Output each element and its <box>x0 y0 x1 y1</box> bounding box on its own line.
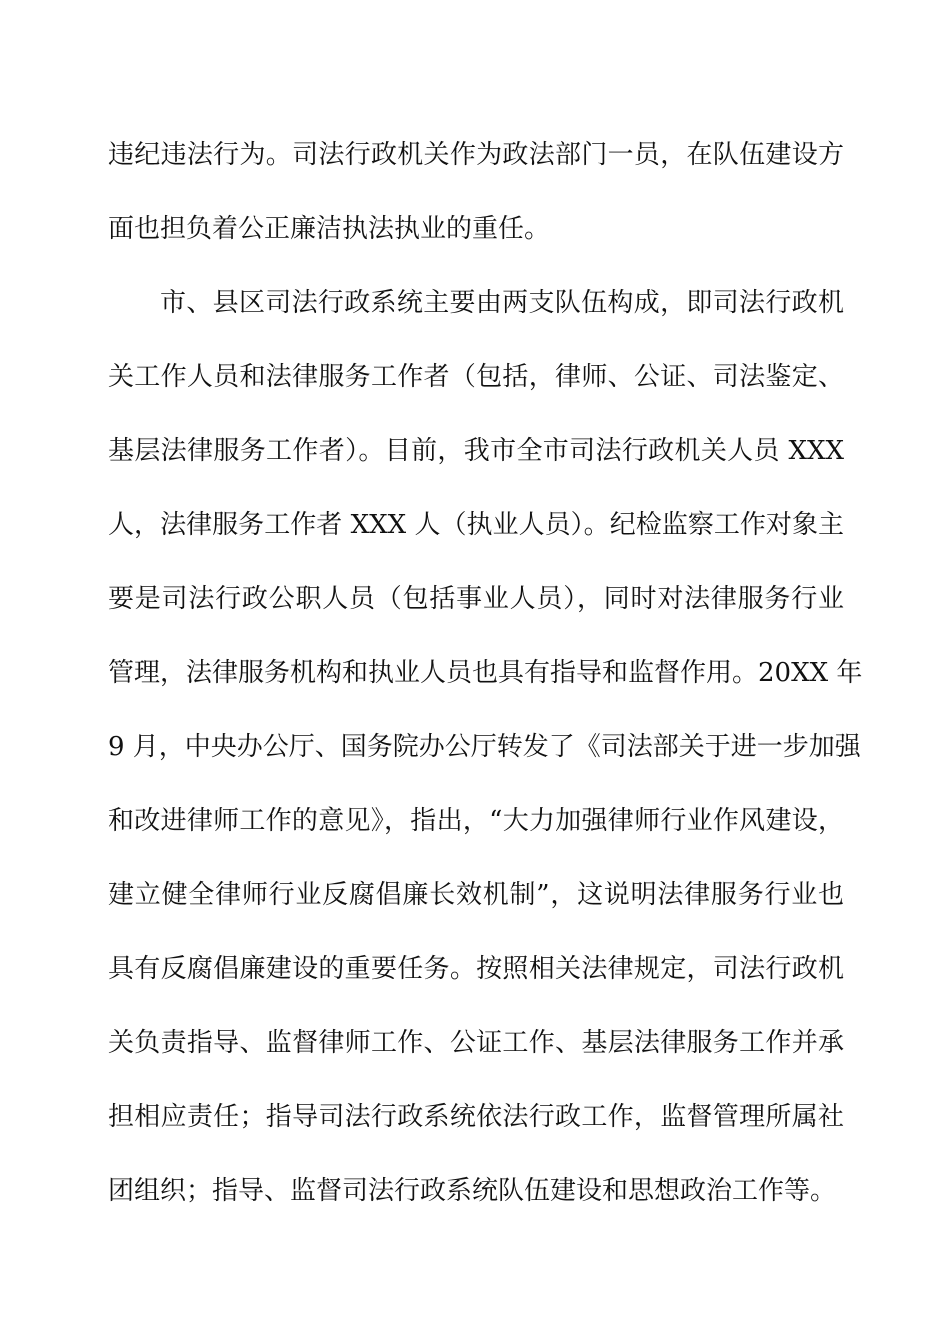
text-line: 关工作人员和法律服务工作者（包括，律师、公证、司法鉴定、 <box>108 362 844 392</box>
text-line: 和改进律师工作的意见》，指出，“大力加强律师行业作风建设， <box>108 806 844 836</box>
text-line: 市、县区司法行政系统主要由两支队伍构成，即司法行政机 <box>160 288 844 318</box>
text-line: 团组织；指导、监督司法行政系统队伍建设和思想政治工作等。 <box>108 1176 837 1206</box>
text-line: 要是司法行政公职人员（包括事业人员），同时对法律服务行业 <box>108 584 844 614</box>
text-line: 人，法律服务工作者 XXX 人（执业人员）。纪检监察工作对象主 <box>108 510 844 540</box>
text-line: 面也担负着公正廉洁执法执业的重任。 <box>108 214 551 244</box>
document-body <box>108 118 863 1228</box>
text-line: 担相应责任；指导司法行政系统依法行政工作，监督管理所属社 <box>108 1102 844 1132</box>
text-line: 具有反腐倡廉建设的重要任务。按照相关法律规定，司法行政机 <box>108 954 844 984</box>
text-line: 9 月，中央办公厅、国务院办公厅转发了《司法部关于进一步加强 <box>108 732 861 762</box>
text-line: 违纪违法行为。司法行政机关作为政法部门一员，在队伍建设方 <box>108 140 844 170</box>
text-line: 基层法律服务工作者）。目前，我市全市司法行政机关人员 XXX <box>108 436 844 466</box>
text-line: 关负责指导、监督律师工作、公证工作、基层法律服务工作并承 <box>108 1028 844 1058</box>
text-line: 建立健全律师行业反腐倡廉长效机制”，这说明法律服务行业也 <box>108 880 844 910</box>
text-line: 管理，法律服务机构和执业人员也具有指导和监督作用。20XX 年 <box>108 658 863 688</box>
